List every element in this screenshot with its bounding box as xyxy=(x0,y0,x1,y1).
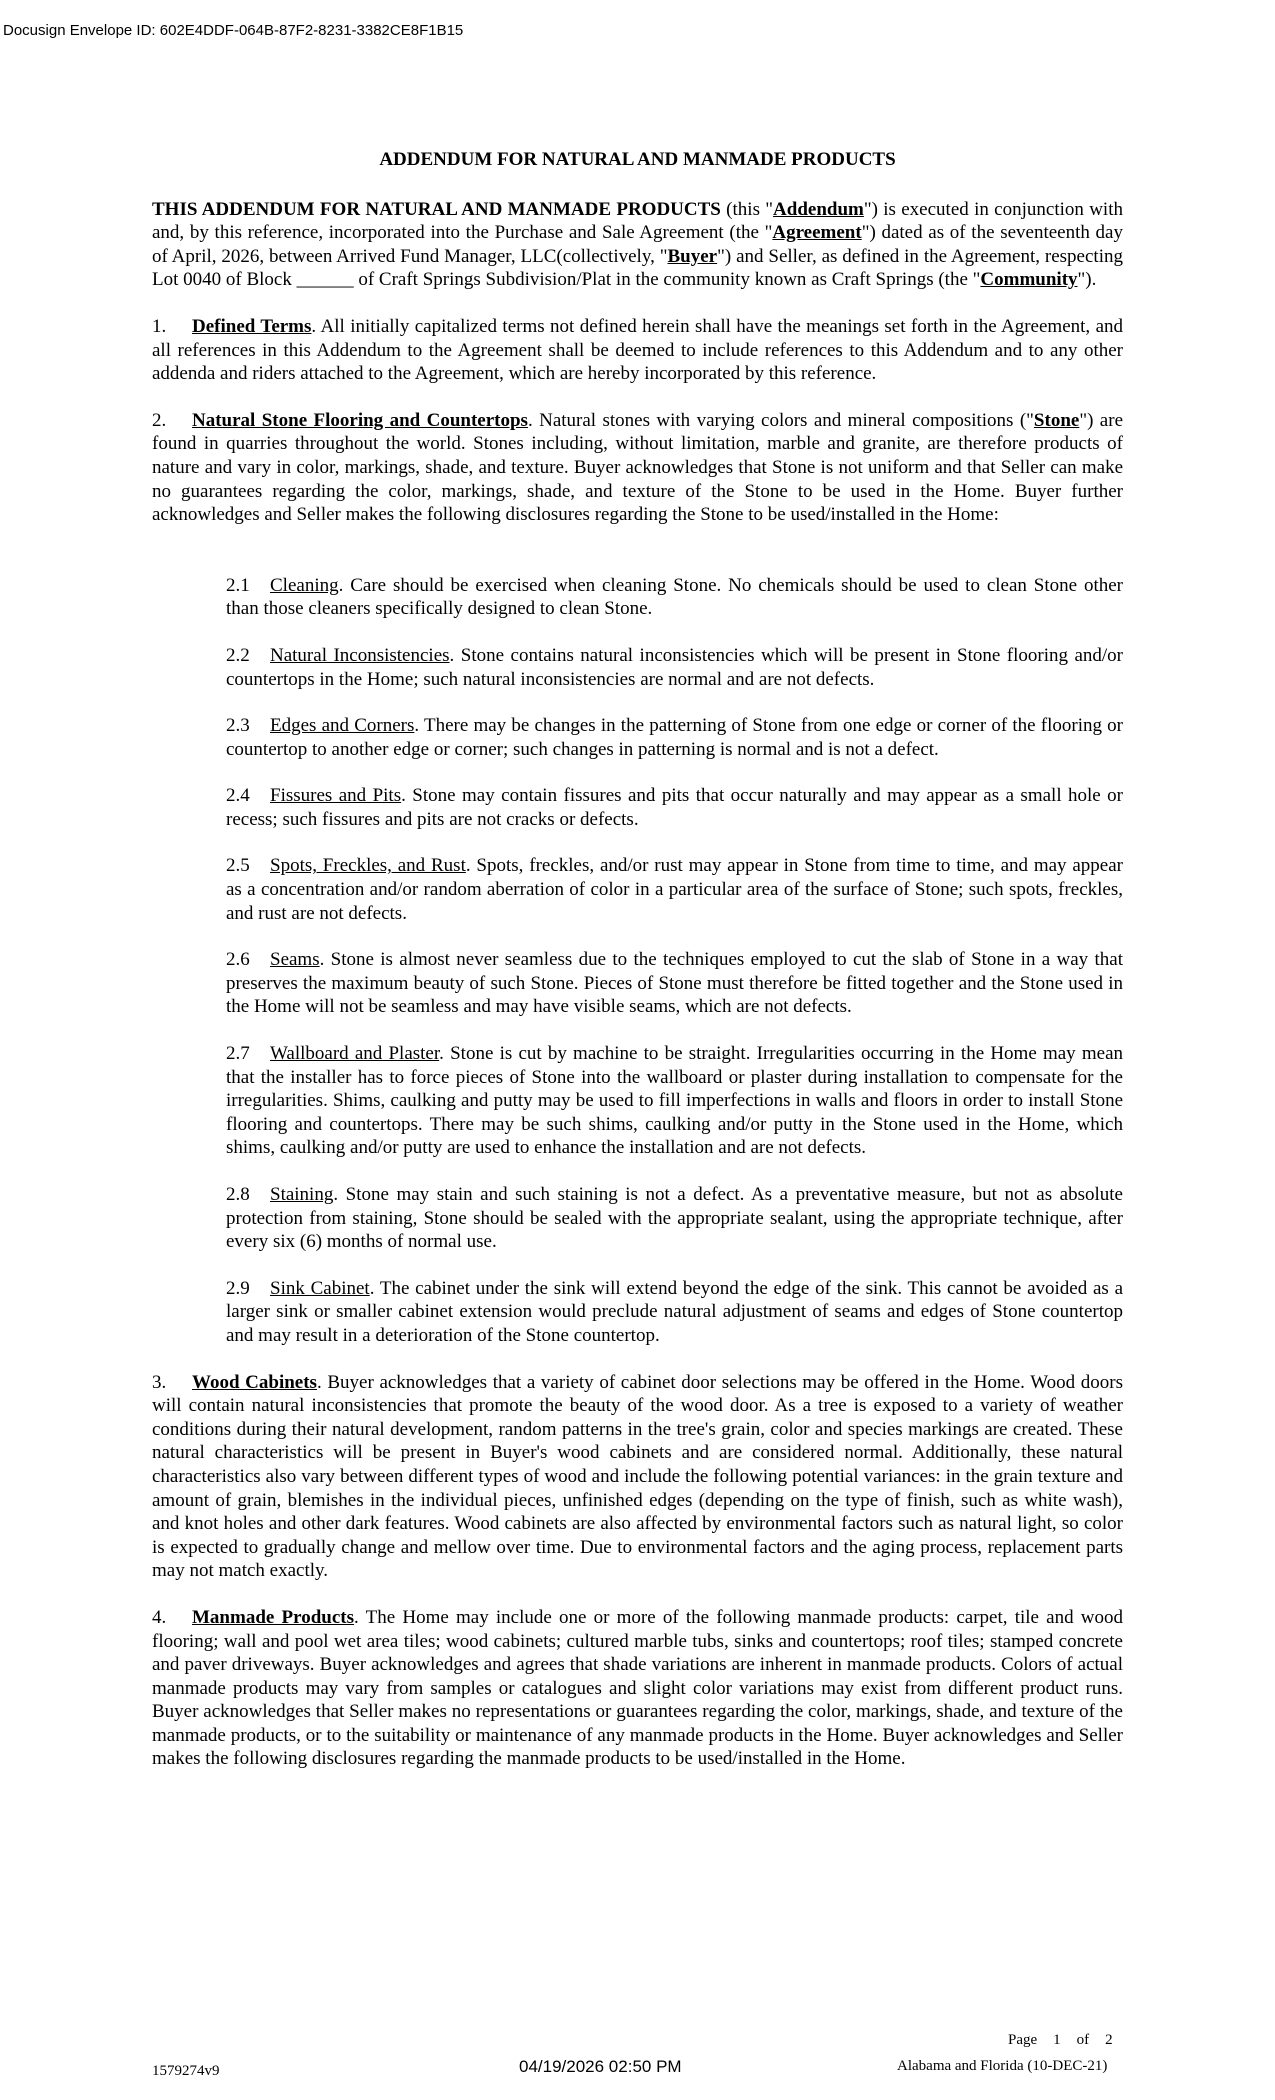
subsection-heading: Edges and Corners xyxy=(270,715,415,737)
subsection-text: . Stone may contain fissures and pits that occur naturally and may appear as a small hole or recess; such fissures and pits are not cracks or defects. xyxy=(226,785,1123,830)
footer-jurisdiction: Alabama and Florida (10-DEC-21) xyxy=(897,2058,1108,2074)
subsection-heading: Natural Inconsistencies xyxy=(270,644,450,666)
subsection-text: . Stone is cut by machine to be straight. Irregularities occurring in the Home may mean that the installer has to force pieces of Stone into the wallboard or plaster during installation to compensate for the irregularities. Shims, caulking and putty may be used to fill imperfections in walls and floors in order to install Stone flooring and countertops. There may be such shims, caulking and/or putty in the Stone used in the Home, which shims, caulking and/or putty are used to enhance the installation and are not defects. xyxy=(226,1043,1123,1159)
subsection-2-5 xyxy=(226,854,1123,925)
page-number: 1 xyxy=(1053,2032,1061,2048)
document-body xyxy=(152,148,1123,1794)
term-buyer: Buyer xyxy=(667,245,718,267)
term-community: Community xyxy=(980,269,1078,291)
section-2-text-2: ") are found in quarries throughout the world. Stones including, without limitation, marble and granite, are therefore products of nature and vary in color, markings, shade, and texture. Buyer acknowledges that Stone is not uniform and that Seller can make no guarantees regarding the color, markings, shade, and texture of the Stone to be used in the Home. Buyer further acknowledges and Seller makes the following disclosures regarding the Stone to be used/installed in the Home: xyxy=(152,409,1124,526)
envelope-id: Docusign Envelope ID: 602E4DDF-064B-87F2-8231-3382CE8F1B15 xyxy=(3,22,464,39)
subsection-2-4 xyxy=(226,784,1123,831)
subsection-number: 2.7 xyxy=(226,1043,250,1065)
subsection-text: . Care should be exercised when cleaning Stone. No chemicals should be used to clean Stone other than those cleaners specifically designed to clean Stone. xyxy=(226,574,1123,620)
section-4-text: . The Home may include one or more of the following manmade products: carpet, tile and wood flooring; wall and pool wet area tiles; wood cabinets; cultured marble tubs, sinks and countertops; roof tiles; stamped concrete and paver driveways. Buyer acknowledges and agrees that shade variations are inherent in manmade products. Colors of actual manmade products may vary from samples or catalogues and slight color variations may exist from different product runs. Buyer acknowledges that Seller makes no representations or guarantees regarding the color, markings, shade, and texture of the manmade products, or to the suitability or maintenance of any manmade products in the Home. Buyer acknowledges and Seller makes the following disclosures regarding the manmade products to be used/installed in the Home. xyxy=(152,1606,1124,1770)
section-4-heading: Manmade Products xyxy=(192,1606,355,1628)
page-indicator xyxy=(1008,2032,1129,2049)
intro-text-5: "). xyxy=(1077,269,1097,291)
page-total: 2 xyxy=(1105,2032,1113,2048)
intro-text-3: ") dated as of the seventeenth day of April, 2026, between Arrived Fund Manager, LLC(collectively, " xyxy=(152,222,1123,267)
section-3 xyxy=(152,1371,1123,1583)
document-id: 1579274v9 xyxy=(152,2063,220,2079)
term-stone: Stone xyxy=(1033,409,1080,431)
subsection-heading: Sink Cabinet xyxy=(270,1277,370,1299)
subsection-text: . There may be changes in the patterning of Stone from one edge or corner of the flooring or countertop to another edge or corner; such changes in patterning is normal and is not a defect. xyxy=(226,715,1123,760)
subsection-number: 2.9 xyxy=(226,1277,250,1299)
subsection-number: 2.3 xyxy=(226,715,250,737)
subsection-2-8 xyxy=(226,1183,1123,1254)
intro-paragraph xyxy=(152,198,1123,292)
subsection-text: . Stone contains natural inconsistencies which will be present in Stone flooring and/or countertops in the Home; such natural inconsistencies are normal and are not defects. xyxy=(226,644,1123,690)
intro-text-1: (this " xyxy=(720,198,774,220)
subsection-2-9 xyxy=(226,1277,1123,1348)
section-2-heading: Natural Stone Flooring and Countertops xyxy=(192,409,528,431)
subsection-heading: Staining xyxy=(270,1184,334,1205)
section-4 xyxy=(152,1606,1123,1771)
subsection-text: . Spots, freckles, and/or rust may appear in Stone from time to time, and may appear as a concentration and/or random aberration of color in a particular area of the surface of Stone; such spots, freckles, and rust are not defects. xyxy=(226,855,1124,924)
term-addendum: Addendum xyxy=(773,198,864,220)
section-3-number: 3. xyxy=(152,1371,167,1393)
subsection-heading: Fissures and Pits xyxy=(270,785,402,807)
subsection-text: . The cabinet under the sink will extend beyond the edge of the sink. This cannot be avoided as a larger sink or smaller cabinet extension would preclude natural adjustment of seams and edges of Stone countertop and may result in a deterioration of the Stone countertop. xyxy=(226,1277,1123,1346)
subsection-text: . Stone may stain and such staining is not a defect. As a preventative measure, but not as absolute protection from staining, Stone should be sealed with the appropriate sealant, using the appropriate technique, after every six (6) months of normal use. xyxy=(226,1184,1123,1253)
subsection-heading: Wallboard and Plaster xyxy=(270,1043,440,1065)
section-4-number: 4. xyxy=(152,1606,167,1628)
section-2-number: 2. xyxy=(152,409,167,431)
subsection-2-7 xyxy=(226,1042,1123,1160)
section-1-number: 1. xyxy=(152,315,167,337)
subsection-2-1 xyxy=(226,574,1123,621)
subsection-number: 2.1 xyxy=(226,574,250,596)
subsection-number: 2.8 xyxy=(226,1184,250,1205)
intro-text-4: ") and Seller, as defined in the Agreement, respecting Lot 0040 of Block ______ of Craft Springs Subdivision/Plat in the community known as Craft Springs (the " xyxy=(152,245,1123,291)
subsection-heading: Seams xyxy=(270,949,320,971)
intro-text-2: ") is executed in conjunction with and, by this reference, incorporated into the Purchase and Sale Agreement (the " xyxy=(152,198,1123,244)
section-1 xyxy=(152,315,1123,386)
section-1-text: . All initially capitalized terms not defined herein shall have the meanings set forth in the Agreement, and all references in this Addendum to the Agreement shall be deemed to include references to this Addendum and to any other addenda and riders attached to the Agreement, which are hereby incorporated by this reference. xyxy=(152,315,1124,385)
footer-datetime: 04/19/2026 02:50 PM xyxy=(519,2057,682,2076)
section-3-text: . Buyer acknowledges that a variety of cabinet door selections may be offered in the Home. Wood doors will contain natural inconsistencies that promote the beauty of the wood door. As a tree is exposed to a variety of weather conditions during their natural development, random patterns in the tree's grain, color and species markings are created. These natural characteristics will be present in Buyer's wood cabinets and are considered normal. Additionally, these natural characteristics also vary between different types of wood and include the following potential variances: in the grain texture and amount of grain, blemishes in the individual pieces, unfinished edges (depending on the type of finish, such as white wash), and knot holes and other dark features. Wood cabinets are also affected by environmental factors such as natural light, so color is expected to gradually change and mellow over time. Due to environmental factors and the aging process, replacement parts may not match exactly. xyxy=(152,1371,1123,1582)
subsection-number: 2.4 xyxy=(226,785,250,807)
document-title: ADDENDUM FOR NATURAL AND MANMADE PRODUCTS xyxy=(379,149,896,170)
subsection-2-2 xyxy=(226,644,1123,691)
subsection-number: 2.6 xyxy=(226,949,250,971)
page-of-label: of xyxy=(1076,2032,1090,2048)
subsection-number: 2.5 xyxy=(226,855,250,877)
subsection-2-6 xyxy=(226,948,1123,1019)
section-1-heading: Defined Terms xyxy=(192,315,312,337)
subsection-number: 2.2 xyxy=(226,644,250,666)
term-agreement: Agreement xyxy=(772,222,862,244)
subsection-2-3 xyxy=(226,714,1123,761)
section-3-heading: Wood Cabinets xyxy=(192,1371,317,1393)
section-2 xyxy=(152,409,1123,527)
subsection-text: . Stone is almost never seamless due to the techniques employed to cut the slab of Stone in a way that preserves the maximum beauty of such Stone. Pieces of Stone must therefore be fitted together and the Stone used in the Home will not be seamless and may have visible seams, which are not defects. xyxy=(226,949,1123,1018)
subsection-heading: Spots, Freckles, and Rust xyxy=(270,855,466,877)
intro-lead: THIS ADDENDUM FOR NATURAL AND MANMADE PRODUCTS xyxy=(152,198,721,220)
page-label: Page xyxy=(1008,2032,1038,2048)
section-2-text-1: . Natural stones with varying colors and mineral compositions (" xyxy=(527,409,1034,431)
subsection-heading: Cleaning xyxy=(270,574,339,596)
